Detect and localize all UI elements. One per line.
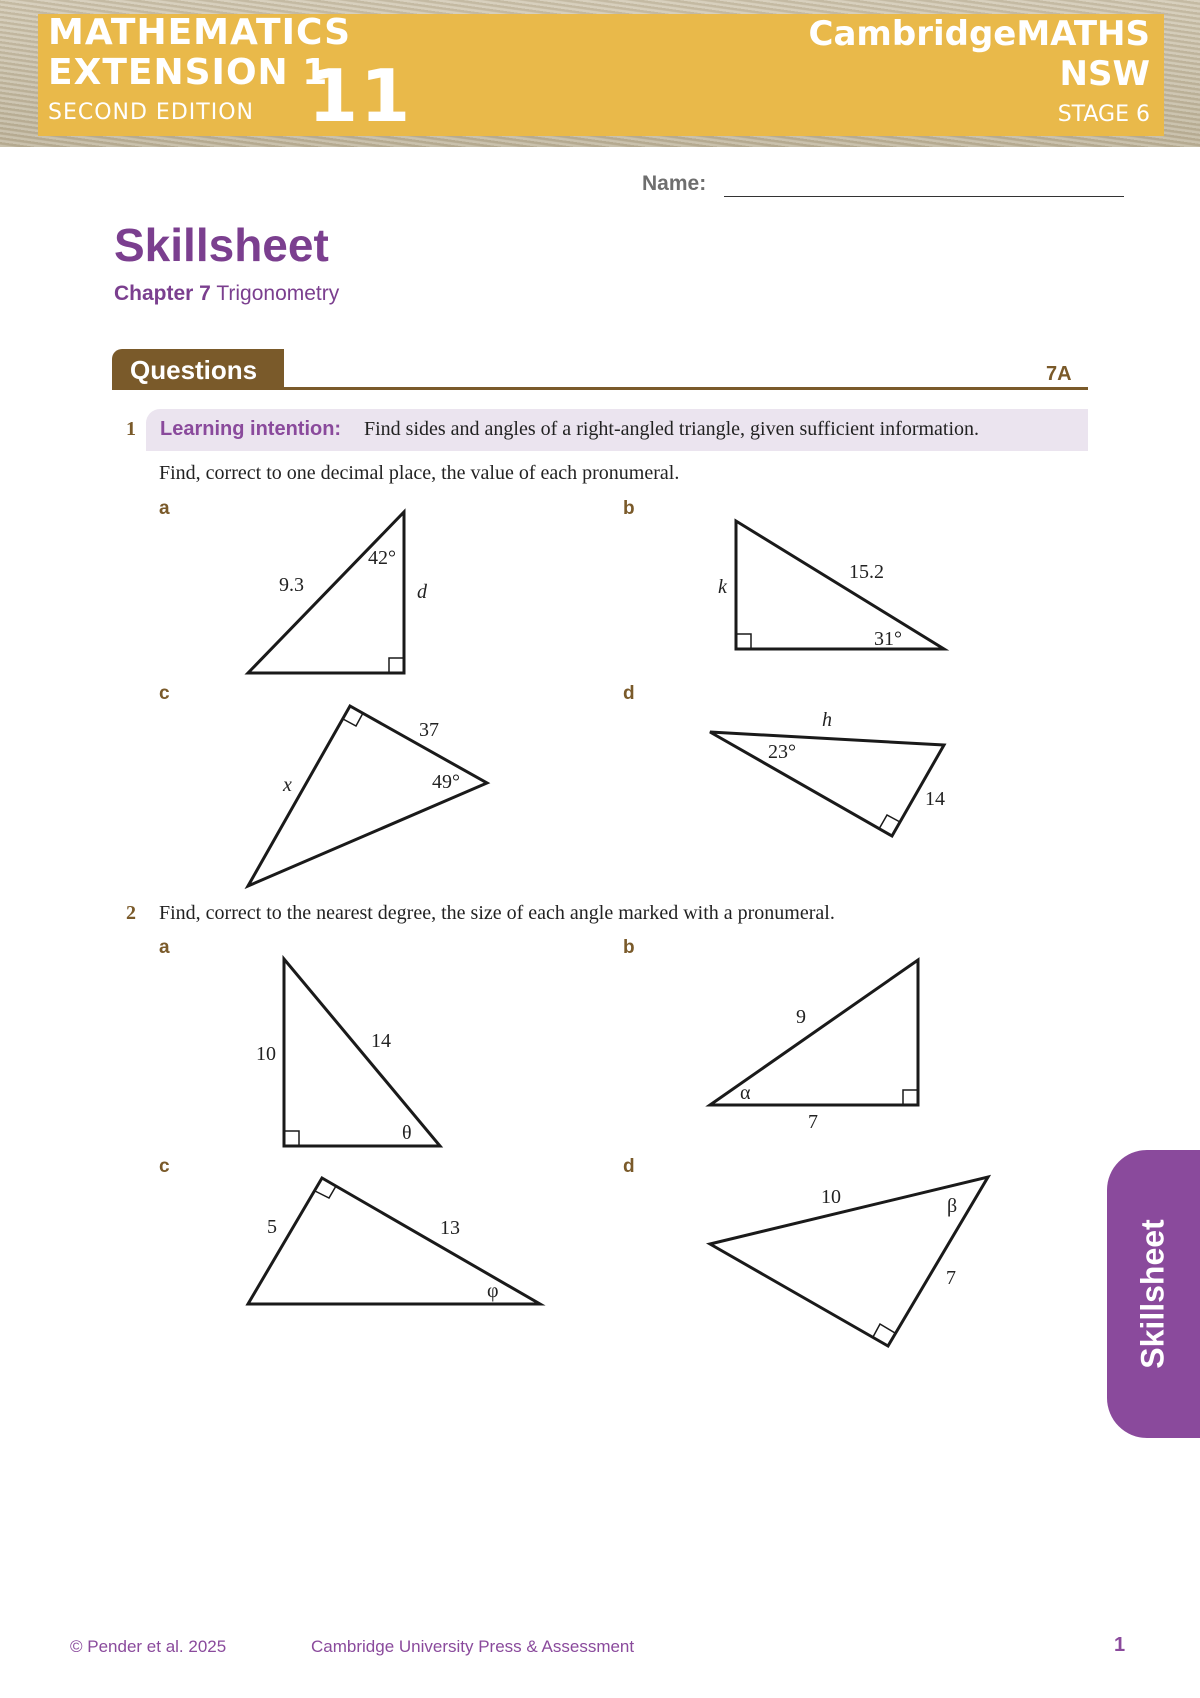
right-angle-mark [284, 1131, 299, 1146]
series-title-line1: MATHEMATICS [48, 12, 352, 53]
q2d-side1-label: 10 [821, 1186, 841, 1208]
q1d-unknown-label: h [822, 709, 832, 731]
q2a-angle-label: θ [402, 1122, 412, 1144]
q1a-unknown-label: d [417, 581, 427, 603]
q1-part-d-label: d [623, 683, 635, 704]
question-2-instruction: Find, correct to the nearest degree, the size of each angle marked with a pronumeral. [159, 902, 835, 924]
questions-heading: Questions [130, 355, 258, 385]
q2b-side2-label: 7 [808, 1111, 818, 1133]
learning-intention-text: Find sides and angles of a right-angled triangle, given sufficient information. [364, 418, 980, 440]
chapter-topic: Trigonometry [216, 282, 340, 305]
q2b-side1-label: 9 [796, 1006, 806, 1028]
region-label: NSW [1059, 54, 1150, 94]
q1c-angle-label: 49° [432, 771, 460, 793]
section-code: 7A [1046, 363, 1072, 385]
right-angle-mark [389, 658, 404, 673]
stage-label: STAGE 6 [1057, 102, 1150, 127]
q1a-angle-label: 42° [368, 547, 396, 569]
question-1-number: 1 [126, 418, 136, 440]
year-number: 11 [308, 54, 413, 138]
q2a-side2-label: 14 [371, 1030, 391, 1052]
q1d-side-label: 14 [925, 788, 945, 810]
brand-logo: CambridgeMATHS [808, 14, 1150, 54]
q1c-unknown-label: x [283, 774, 292, 796]
q2a-side1-label: 10 [256, 1043, 276, 1065]
q2d-side2-label: 7 [946, 1267, 956, 1289]
triangle-q1c [248, 706, 487, 886]
triangle-q1d [710, 732, 944, 836]
q2c-side2-label: 13 [440, 1217, 460, 1239]
learning-intention-label: Learning intention: [160, 418, 342, 440]
name-label: Name: [642, 172, 707, 195]
q1b-unknown-label: k [718, 576, 727, 598]
q2-part-d-label: d [623, 1156, 635, 1177]
q2-part-c-label: c [159, 1156, 170, 1177]
q2c-side1-label: 5 [267, 1216, 277, 1238]
right-angle-mark [903, 1090, 918, 1105]
q1b-angle-label: 31° [874, 628, 902, 650]
q2b-angle-label: α [740, 1082, 751, 1104]
q1-part-a-label: a [159, 498, 170, 519]
q1d-angle-label: 23° [768, 741, 796, 763]
q2d-angle-label: β [947, 1195, 958, 1217]
edition-label: SECOND EDITION [48, 100, 254, 125]
q1c-side-label: 37 [419, 719, 439, 741]
q1a-side-label: 9.3 [279, 574, 304, 596]
page-title: Skillsheet [114, 219, 329, 271]
q2c-angle-label: φ [487, 1280, 499, 1302]
side-tab-label: Skillsheet [1134, 1219, 1171, 1369]
triangle-q2a [284, 959, 440, 1146]
right-angle-mark [873, 1324, 895, 1337]
right-angle-mark [315, 1186, 336, 1198]
q1b-side-label: 15.2 [849, 561, 884, 583]
triangle-q1a [248, 512, 404, 673]
q2-part-b-label: b [623, 937, 635, 958]
footer-copyright: © Pender et al. 2025 [70, 1637, 227, 1656]
question-2-number: 2 [126, 902, 136, 924]
q1-part-b-label: b [623, 498, 635, 519]
q1-part-c-label: c [159, 683, 170, 704]
series-title-line2: EXTENSION 1 [48, 52, 329, 93]
page-number: 1 [1114, 1634, 1126, 1656]
question-1-instruction: Find, correct to one decimal place, the value of each pronumeral. [159, 462, 680, 484]
footer-publisher: Cambridge University Press & Assessment [311, 1637, 635, 1656]
q2-part-a-label: a [159, 937, 170, 958]
chapter-label: Chapter 7 [114, 282, 211, 305]
right-angle-mark [736, 634, 751, 649]
triangle-q1b [736, 521, 944, 649]
